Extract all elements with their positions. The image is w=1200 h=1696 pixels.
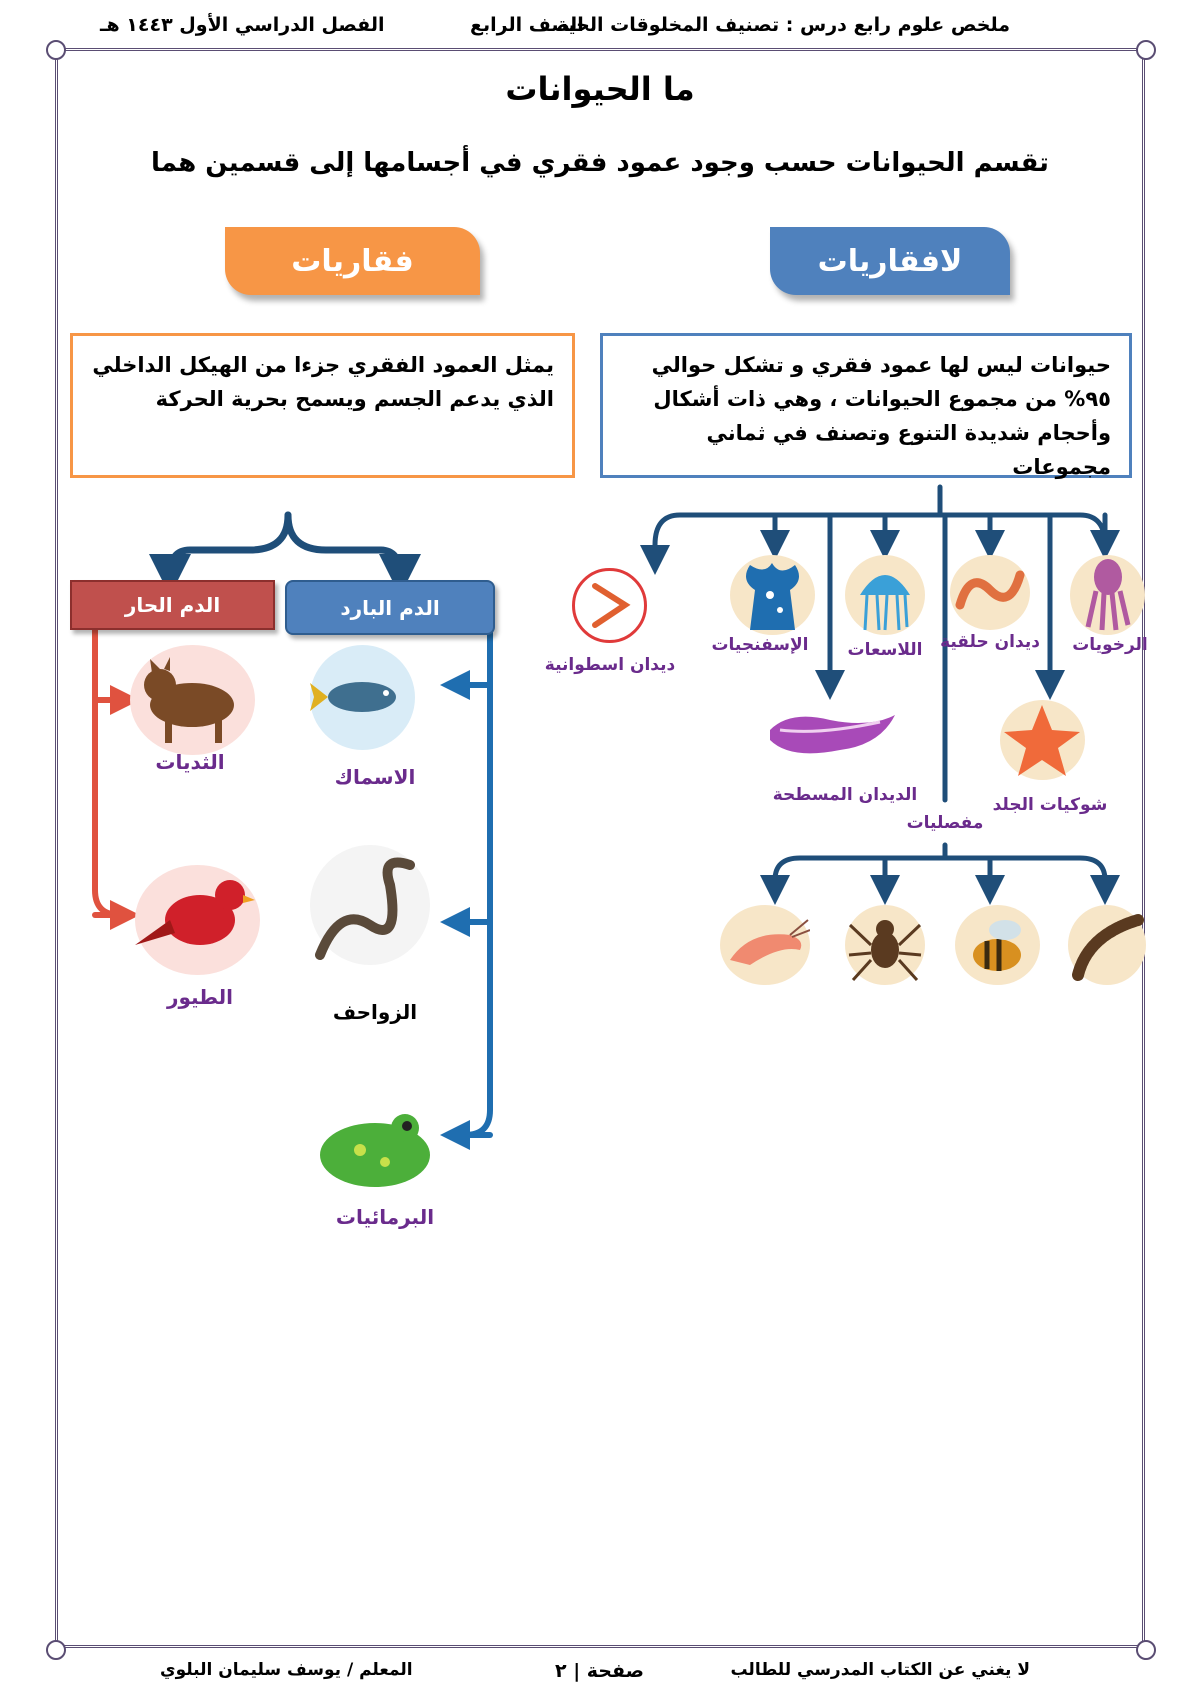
- footer-note: لا يغني عن الكتاب المدرسي للطالب: [730, 1660, 1030, 1680]
- header-summary: ملخص علوم رابع درس : تصنيف المخلوقات الحية: [556, 14, 1010, 36]
- mollusk-label: الرخويات: [1072, 635, 1148, 655]
- echinoderm-label: شوكيات الجلد: [992, 795, 1108, 815]
- spider-image: [845, 905, 925, 985]
- mammal-label: الثديات: [155, 750, 225, 774]
- cnidarian-label: اللاسعات: [847, 640, 923, 660]
- reptile-image: [310, 845, 430, 965]
- fish-image: [310, 645, 415, 750]
- shrimp-image: [720, 905, 810, 985]
- reptile-label: الزواحف: [332, 1000, 418, 1024]
- flatworm-label: الديدان المسطحة: [772, 785, 918, 805]
- sponge-image: [730, 555, 815, 635]
- echinoderm-image: [1000, 700, 1085, 780]
- bird-label: الطيور: [166, 985, 234, 1009]
- roundworm-label: ديدان اسطوانية: [544, 655, 676, 675]
- sponge-label: الإسفنجيات: [711, 635, 809, 655]
- invertebrates-tab: لافقاريات: [770, 227, 1010, 295]
- page-subtitle: تقسم الحيوانات حسب وجود عمود فقري في أجسامها إلى قسمين هما: [151, 148, 1049, 178]
- frog-image: [310, 1100, 440, 1195]
- cold-blood-header: الدم البارد: [285, 580, 495, 635]
- annelid-label: ديدان حلقية: [940, 632, 1040, 652]
- cnidarian-image: [845, 555, 925, 635]
- annelid-image: [950, 555, 1030, 630]
- page-title: ما الحيوانات: [505, 70, 695, 108]
- invertebrates-description: حيوانات ليس لها عمود فقري و تشكل حوالي ٩٥% من مجموع الحيوانات ، وهي ذات أشكال وأحجام شديدة التنوع وتصنف في ثماني مجموعات: [600, 333, 1132, 478]
- flatworm-image: [760, 700, 900, 770]
- header-grade: الصف الرابع: [470, 14, 584, 36]
- bee-image: [955, 905, 1040, 985]
- bird-image: [135, 865, 260, 975]
- millipede-image: [1068, 905, 1146, 985]
- footer-page-number: صفحة | ٢: [555, 1660, 645, 1682]
- vertebrates-tab: فقاريات: [225, 227, 480, 295]
- fish-label: الاسماك: [334, 765, 416, 789]
- arthropod-label: مفصليات: [906, 813, 984, 833]
- amphibian-label: البرمائيات: [335, 1205, 435, 1229]
- header-term: الفصل الدراسي الأول ١٤٤٣ هـ: [100, 14, 385, 36]
- footer-teacher: المعلم / يوسف سليمان البلوي: [160, 1660, 413, 1680]
- vertebrates-description: يمثل العمود الفقري جزءا من الهيكل الداخلي الذي يدعم الجسم ويسمح بحرية الحركة: [70, 333, 575, 478]
- warm-blood-header: الدم الحار: [70, 580, 275, 630]
- cat-image: [130, 645, 255, 755]
- roundworm-image: [572, 568, 647, 643]
- mollusk-image: [1070, 555, 1145, 635]
